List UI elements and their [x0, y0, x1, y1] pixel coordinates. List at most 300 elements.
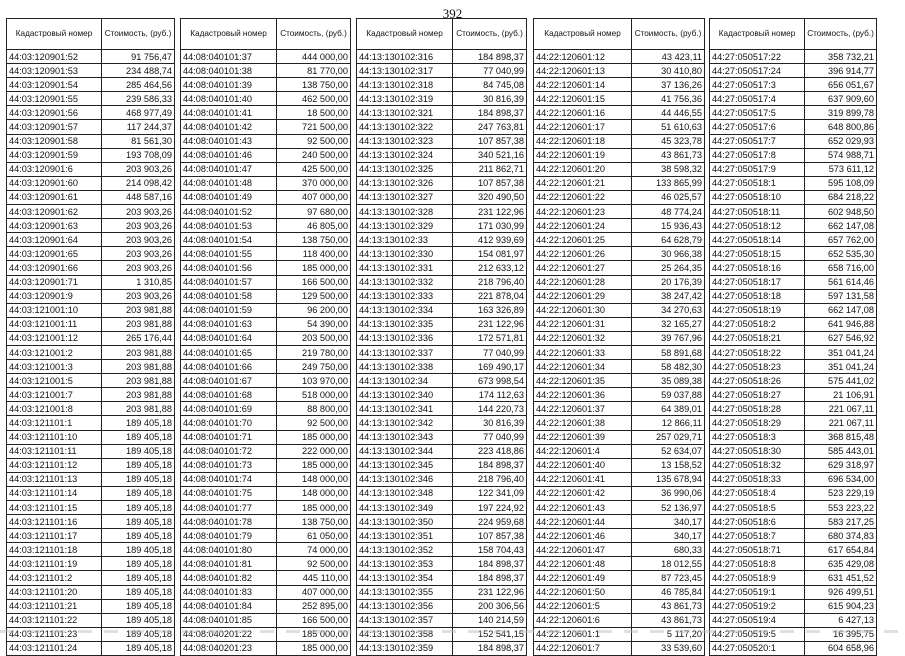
table-row	[357, 92, 527, 106]
cost-cell: 189 405,18	[102, 613, 175, 627]
cadastral-number-cell: 44:13:130102:348	[357, 486, 453, 500]
cadastral-number-cell: 44:27:050518:3	[710, 430, 805, 444]
table-row	[181, 176, 351, 190]
cadastral-number-cell: 44:22:120601:15	[534, 92, 632, 106]
cadastral-number-cell: 44:03:120901:62	[7, 205, 102, 219]
cost-cell: 203 981,88	[102, 402, 175, 416]
cost-cell: 6 427,13	[805, 613, 877, 627]
table-row	[534, 261, 705, 275]
cadastral-number-cell: 44:27:050519:5	[710, 627, 805, 641]
cadastral-number-cell: 44:22:120601:16	[534, 106, 632, 120]
table-row	[7, 92, 175, 106]
cost-cell: 46 025,57	[632, 190, 705, 204]
cadastral-number-cell: 44:08:040101:56	[181, 261, 277, 275]
cost-cell: 219 780,00	[277, 345, 351, 359]
cadastral-number-cell: 44:08:040101:48	[181, 176, 277, 190]
cost-cell: 189 405,18	[102, 444, 175, 458]
table-row	[357, 416, 527, 430]
cadastral-number-cell: 44:08:040101:83	[181, 585, 277, 599]
table-row	[710, 501, 877, 515]
cadastral-number-cell: 44:03:121101:11	[7, 444, 102, 458]
cadastral-number-cell: 44:22:120601:25	[534, 233, 632, 247]
table-row	[710, 416, 877, 430]
table-row	[534, 543, 705, 557]
cadastral-number-cell: 44:08:040101:42	[181, 120, 277, 134]
cost-cell: 214 098,42	[102, 176, 175, 190]
cadastral-number-cell: 44:03:120901:58	[7, 134, 102, 148]
cadastral-number-cell: 44:08:040101:41	[181, 106, 277, 120]
cadastral-number-cell: 44:27:050518:28	[710, 402, 805, 416]
table-row	[357, 641, 527, 655]
cost-cell: 193 708,09	[102, 148, 175, 162]
cost-cell: 234 488,74	[102, 64, 175, 78]
cadastral-number-cell: 44:08:040101:65	[181, 345, 277, 359]
cost-cell: 77 040,99	[453, 345, 527, 359]
table-row	[710, 303, 877, 317]
cadastral-number-cell: 44:08:040101:82	[181, 571, 277, 585]
cadastral-number-cell: 44:13:130102:332	[357, 275, 453, 289]
cost-cell: 652 029,93	[805, 134, 877, 148]
cost-cell: 407 000,00	[277, 190, 351, 204]
cadastral-number-cell: 44:13:130102:355	[357, 585, 453, 599]
cost-cell: 25 264,35	[632, 261, 705, 275]
table-row	[7, 233, 175, 247]
table-row	[710, 388, 877, 402]
cadastral-number-cell: 44:27:050518:30	[710, 444, 805, 458]
cost-cell: 189 405,18	[102, 557, 175, 571]
cadastral-number-cell: 44:13:130102:331	[357, 261, 453, 275]
table-row	[181, 444, 351, 458]
cadastral-number-cell: 44:03:121001:8	[7, 402, 102, 416]
cost-cell: 30 966,38	[632, 247, 705, 261]
cost-cell: 59 037,88	[632, 388, 705, 402]
cost-cell: 340,17	[632, 515, 705, 529]
table-row	[534, 374, 705, 388]
table-row	[710, 331, 877, 345]
table-row	[710, 176, 877, 190]
cadastral-number-cell: 44:27:050518:22	[710, 345, 805, 359]
cost-cell: 197 224,92	[453, 501, 527, 515]
table-row	[534, 472, 705, 486]
table-row	[357, 458, 527, 472]
cost-cell: 33 539,60	[632, 641, 705, 655]
cost-cell: 185 000,00	[277, 501, 351, 515]
table-row	[7, 219, 175, 233]
cadastral-number-cell: 44:08:040101:70	[181, 416, 277, 430]
table-row	[534, 289, 705, 303]
cost-cell: 163 326,89	[453, 303, 527, 317]
cost-cell: 203 903,26	[102, 261, 175, 275]
cadastral-number-cell: 44:03:120901:65	[7, 247, 102, 261]
cost-cell: 680,33	[632, 543, 705, 557]
table-row	[357, 599, 527, 613]
cost-cell: 583 217,25	[805, 515, 877, 529]
cost-cell: 92 500,00	[277, 134, 351, 148]
cost-cell: 16 395,75	[805, 627, 877, 641]
cost-cell: 189 405,18	[102, 458, 175, 472]
cost-cell: 172 571,81	[453, 331, 527, 345]
cost-cell: 189 405,18	[102, 543, 175, 557]
cadastral-number-cell: 44:22:120601:20	[534, 162, 632, 176]
cost-cell: 96 200,00	[277, 303, 351, 317]
cost-cell: 5 117,20	[632, 627, 705, 641]
cost-cell: 48 774,24	[632, 205, 705, 219]
cost-cell: 585 443,01	[805, 444, 877, 458]
table-row	[181, 360, 351, 374]
cadastral-number-cell: 44:13:130102:336	[357, 331, 453, 345]
table-row	[181, 557, 351, 571]
cadastral-number-cell: 44:08:040101:39	[181, 78, 277, 92]
table-row	[181, 120, 351, 134]
cadastral-number-cell: 44:27:050518:7	[710, 529, 805, 543]
cadastral-number-cell: 44:03:120901:54	[7, 78, 102, 92]
cadastral-number-cell: 44:27:050517:22	[710, 50, 805, 64]
cadastral-number-cell: 44:13:130102:342	[357, 416, 453, 430]
cadastral-number-cell: 44:03:121101:17	[7, 529, 102, 543]
cost-cell: 680 374,83	[805, 529, 877, 543]
cost-cell: 189 405,18	[102, 571, 175, 585]
cadastral-number-cell: 44:13:130102:319	[357, 92, 453, 106]
header-cost: Стоимость, (руб.)	[632, 19, 705, 50]
table-row	[181, 289, 351, 303]
cost-cell: 368 815,48	[805, 430, 877, 444]
table-row	[710, 486, 877, 500]
cadastral-number-cell: 44:08:040101:81	[181, 557, 277, 571]
cadastral-number-cell: 44:03:120901:52	[7, 50, 102, 64]
cost-cell: 574 988,71	[805, 148, 877, 162]
cost-cell: 425 500,00	[277, 162, 351, 176]
cadastral-number-cell: 44:22:120601:30	[534, 303, 632, 317]
table-row	[357, 331, 527, 345]
table-row	[534, 120, 705, 134]
cadastral-number-cell: 44:08:040101:71	[181, 430, 277, 444]
cost-cell: 81 561,30	[102, 134, 175, 148]
cadastral-number-cell: 44:22:120601:19	[534, 148, 632, 162]
table-row	[181, 599, 351, 613]
table-row	[534, 148, 705, 162]
cadastral-number-cell: 44:13:130102:337	[357, 345, 453, 359]
cost-cell: 46 785,84	[632, 585, 705, 599]
cadastral-number-cell: 44:13:130102:345	[357, 458, 453, 472]
cost-cell: 154 081,97	[453, 247, 527, 261]
cost-cell: 657 762,00	[805, 233, 877, 247]
cost-cell: 265 176,44	[102, 331, 175, 345]
cost-cell: 351 041,24	[805, 345, 877, 359]
cadastral-number-cell: 44:27:050517:24	[710, 64, 805, 78]
table-row	[357, 529, 527, 543]
cadastral-number-cell: 44:08:040101:53	[181, 219, 277, 233]
table-row	[710, 148, 877, 162]
cadastral-number-cell: 44:22:120601:4	[534, 444, 632, 458]
table-row	[7, 613, 175, 627]
table-row	[534, 599, 705, 613]
table-row	[710, 275, 877, 289]
cost-cell: 203 903,26	[102, 247, 175, 261]
cost-cell: 39 767,96	[632, 331, 705, 345]
cadastral-number-cell: 44:08:040101:85	[181, 613, 277, 627]
cadastral-number-cell: 44:13:130102:323	[357, 134, 453, 148]
table-row	[357, 50, 527, 64]
table-row	[357, 585, 527, 599]
cadastral-number-cell: 44:08:040101:66	[181, 360, 277, 374]
cadastral-number-cell: 44:27:050518:9	[710, 571, 805, 585]
table-row	[7, 374, 175, 388]
cadastral-table-1	[6, 18, 175, 656]
table-row	[534, 233, 705, 247]
table-row	[710, 106, 877, 120]
table-row	[7, 501, 175, 515]
table-row	[181, 50, 351, 64]
table-row	[181, 219, 351, 233]
cost-cell: 351 041,24	[805, 360, 877, 374]
cost-cell: 617 654,84	[805, 543, 877, 557]
cadastral-number-cell: 44:03:121001:7	[7, 388, 102, 402]
table-row	[357, 317, 527, 331]
cadastral-number-cell: 44:13:130102:326	[357, 176, 453, 190]
cadastral-number-cell: 44:08:040101:67	[181, 374, 277, 388]
cost-cell: 148 000,00	[277, 486, 351, 500]
cadastral-number-cell: 44:03:120901:60	[7, 176, 102, 190]
table-row	[534, 501, 705, 515]
table-row	[710, 50, 877, 64]
cost-cell: 615 904,23	[805, 599, 877, 613]
cost-cell: 203 981,88	[102, 317, 175, 331]
cost-cell: 58 482,30	[632, 360, 705, 374]
cost-cell: 444 000,00	[277, 50, 351, 64]
table-row	[357, 303, 527, 317]
cadastral-number-cell: 44:08:040101:38	[181, 64, 277, 78]
cadastral-number-cell: 44:08:040101:75	[181, 486, 277, 500]
cost-cell: 184 898,37	[453, 641, 527, 655]
cost-cell: 135 678,94	[632, 472, 705, 486]
cadastral-number-cell: 44:08:040101:55	[181, 247, 277, 261]
cost-cell: 189 405,18	[102, 486, 175, 500]
cost-cell: 218 796,40	[453, 275, 527, 289]
table-row	[7, 247, 175, 261]
table-row	[7, 345, 175, 359]
cost-cell: 203 903,26	[102, 219, 175, 233]
table-row	[181, 190, 351, 204]
table-row	[181, 345, 351, 359]
cadastral-number-cell: 44:08:040101:73	[181, 458, 277, 472]
cadastral-number-cell: 44:13:130102:341	[357, 402, 453, 416]
cost-cell: 637 909,60	[805, 92, 877, 106]
cadastral-number-cell: 44:13:130102:328	[357, 205, 453, 219]
cadastral-number-cell: 44:27:050517:3	[710, 78, 805, 92]
cadastral-number-cell: 44:22:120601:22	[534, 190, 632, 204]
cadastral-table-3	[356, 18, 527, 656]
cadastral-number-cell: 44:08:040101:64	[181, 331, 277, 345]
cost-cell: 203 981,88	[102, 303, 175, 317]
table-row	[181, 275, 351, 289]
table-row	[534, 331, 705, 345]
cost-cell: 140 214,59	[453, 613, 527, 627]
cadastral-number-cell: 44:13:130102:322	[357, 120, 453, 134]
cost-cell: 97 680,00	[277, 205, 351, 219]
cost-cell: 412 939,69	[453, 233, 527, 247]
table-row	[710, 402, 877, 416]
cost-cell: 222 000,00	[277, 444, 351, 458]
cost-cell: 43 861,73	[632, 599, 705, 613]
table-row	[181, 388, 351, 402]
cadastral-number-cell: 44:13:130102:321	[357, 106, 453, 120]
table-row	[534, 78, 705, 92]
cost-cell: 224 959,68	[453, 515, 527, 529]
cost-cell: 358 732,21	[805, 50, 877, 64]
cadastral-number-cell: 44:27:050518:10	[710, 190, 805, 204]
cost-cell: 166 500,00	[277, 613, 351, 627]
cost-cell: 396 914,77	[805, 64, 877, 78]
table-row	[181, 205, 351, 219]
cost-cell: 171 030,99	[453, 219, 527, 233]
cadastral-number-cell: 44:22:120601:23	[534, 205, 632, 219]
cost-cell: 64 628,79	[632, 233, 705, 247]
cost-cell: 169 490,17	[453, 360, 527, 374]
table-row	[357, 472, 527, 486]
cost-cell: 52 634,07	[632, 444, 705, 458]
table-row	[181, 134, 351, 148]
cost-cell: 656 051,67	[805, 78, 877, 92]
table-row	[181, 247, 351, 261]
table-row	[710, 261, 877, 275]
table-row	[710, 92, 877, 106]
table-row	[7, 78, 175, 92]
table-row	[710, 585, 877, 599]
table-row	[710, 317, 877, 331]
cadastral-number-cell: 44:22:120601:27	[534, 261, 632, 275]
cost-cell: 203 500,00	[277, 331, 351, 345]
cost-cell: 166 500,00	[277, 275, 351, 289]
table-header	[534, 19, 705, 50]
cost-cell: 129 500,00	[277, 289, 351, 303]
table-row	[181, 148, 351, 162]
table-row	[534, 360, 705, 374]
table-row	[181, 106, 351, 120]
table-header	[710, 19, 877, 50]
cadastral-number-cell: 44:03:120901:57	[7, 120, 102, 134]
cadastral-number-cell: 44:13:130102:317	[357, 64, 453, 78]
cost-cell: 84 745,08	[453, 78, 527, 92]
cost-cell: 38 598,32	[632, 162, 705, 176]
cost-cell: 117 244,37	[102, 120, 175, 134]
table-row	[710, 247, 877, 261]
cadastral-number-cell: 44:22:120601:29	[534, 289, 632, 303]
table-row	[357, 613, 527, 627]
table-row	[7, 134, 175, 148]
cadastral-number-cell: 44:03:120901:56	[7, 106, 102, 120]
cadastral-number-cell: 44:22:120601:17	[534, 120, 632, 134]
table-row	[181, 374, 351, 388]
cadastral-number-cell: 44:27:050518:5	[710, 501, 805, 515]
cadastral-number-cell: 44:22:120601:43	[534, 501, 632, 515]
table-row	[181, 416, 351, 430]
cadastral-number-cell: 44:08:040101:72	[181, 444, 277, 458]
table-row	[7, 444, 175, 458]
header-cadastral-number: Кадастровый номер	[7, 19, 102, 50]
cost-cell: 184 898,37	[453, 557, 527, 571]
table-row	[357, 64, 527, 78]
cost-cell: 122 341,09	[453, 486, 527, 500]
cadastral-number-cell: 44:13:130102:34	[357, 374, 453, 388]
cost-cell: 247 763,81	[453, 120, 527, 134]
cost-cell: 74 000,00	[277, 543, 351, 557]
cadastral-number-cell: 44:03:121001:2	[7, 345, 102, 359]
cost-cell: 212 633,12	[453, 261, 527, 275]
table-row	[534, 219, 705, 233]
cadastral-number-cell: 44:08:040101:52	[181, 205, 277, 219]
cadastral-number-cell: 44:22:120601:26	[534, 247, 632, 261]
cost-cell: 445 110,00	[277, 571, 351, 585]
cost-cell: 138 750,00	[277, 515, 351, 529]
cost-cell: 189 405,18	[102, 416, 175, 430]
cadastral-number-cell: 44:13:130102:329	[357, 219, 453, 233]
cadastral-number-cell: 44:27:050518:26	[710, 374, 805, 388]
cadastral-number-cell: 44:13:130102:335	[357, 317, 453, 331]
cost-cell: 184 898,37	[453, 571, 527, 585]
table-row	[710, 289, 877, 303]
table-row	[181, 486, 351, 500]
cost-cell: 189 405,18	[102, 472, 175, 486]
cadastral-number-cell: 44:22:120601:35	[534, 374, 632, 388]
cadastral-number-cell: 44:03:121101:19	[7, 557, 102, 571]
cost-cell: 185 000,00	[277, 430, 351, 444]
cadastral-number-cell: 44:08:040201:23	[181, 641, 277, 655]
table-row	[181, 162, 351, 176]
table-row	[357, 176, 527, 190]
cadastral-number-cell: 44:03:121001:5	[7, 374, 102, 388]
cost-cell: 54 390,00	[277, 317, 351, 331]
cadastral-table-5	[709, 18, 877, 656]
cost-cell: 926 499,51	[805, 585, 877, 599]
cadastral-number-cell: 44:08:040101:47	[181, 162, 277, 176]
table-row	[181, 458, 351, 472]
cost-cell: 30 816,39	[453, 416, 527, 430]
cadastral-number-cell: 44:03:120901:53	[7, 64, 102, 78]
table-row	[357, 106, 527, 120]
cadastral-number-cell: 44:27:050518:14	[710, 233, 805, 247]
table-row	[357, 571, 527, 585]
cost-cell: 648 800,86	[805, 120, 877, 134]
table-row	[181, 78, 351, 92]
cadastral-number-cell: 44:13:130102:318	[357, 78, 453, 92]
table-row	[181, 529, 351, 543]
cadastral-number-cell: 44:22:120601:47	[534, 543, 632, 557]
cost-cell: 43 861,73	[632, 148, 705, 162]
cost-cell: 12 866,11	[632, 416, 705, 430]
cost-cell: 627 546,92	[805, 331, 877, 345]
table-row	[534, 190, 705, 204]
cadastral-number-cell: 44:03:121101:16	[7, 515, 102, 529]
cost-cell: 553 223,22	[805, 501, 877, 515]
header-cost: Стоимость, (руб.)	[453, 19, 527, 50]
cadastral-number-cell: 44:27:050519:2	[710, 599, 805, 613]
cost-cell: 64 389,01	[632, 402, 705, 416]
cost-cell: 15 936,43	[632, 219, 705, 233]
table-row	[710, 345, 877, 359]
table-row	[357, 501, 527, 515]
table-row	[534, 106, 705, 120]
header-cost: Стоимость, (руб.)	[805, 19, 877, 50]
table-row	[710, 64, 877, 78]
cadastral-number-cell: 44:13:130102:338	[357, 360, 453, 374]
cadastral-number-cell: 44:13:130102:327	[357, 190, 453, 204]
cadastral-number-cell: 44:08:040101:57	[181, 275, 277, 289]
cost-cell: 21 106,91	[805, 388, 877, 402]
cadastral-number-cell: 44:27:050518:23	[710, 360, 805, 374]
cadastral-number-cell: 44:13:130102:333	[357, 289, 453, 303]
cost-cell: 35 089,38	[632, 374, 705, 388]
cost-cell: 158 704,43	[453, 543, 527, 557]
